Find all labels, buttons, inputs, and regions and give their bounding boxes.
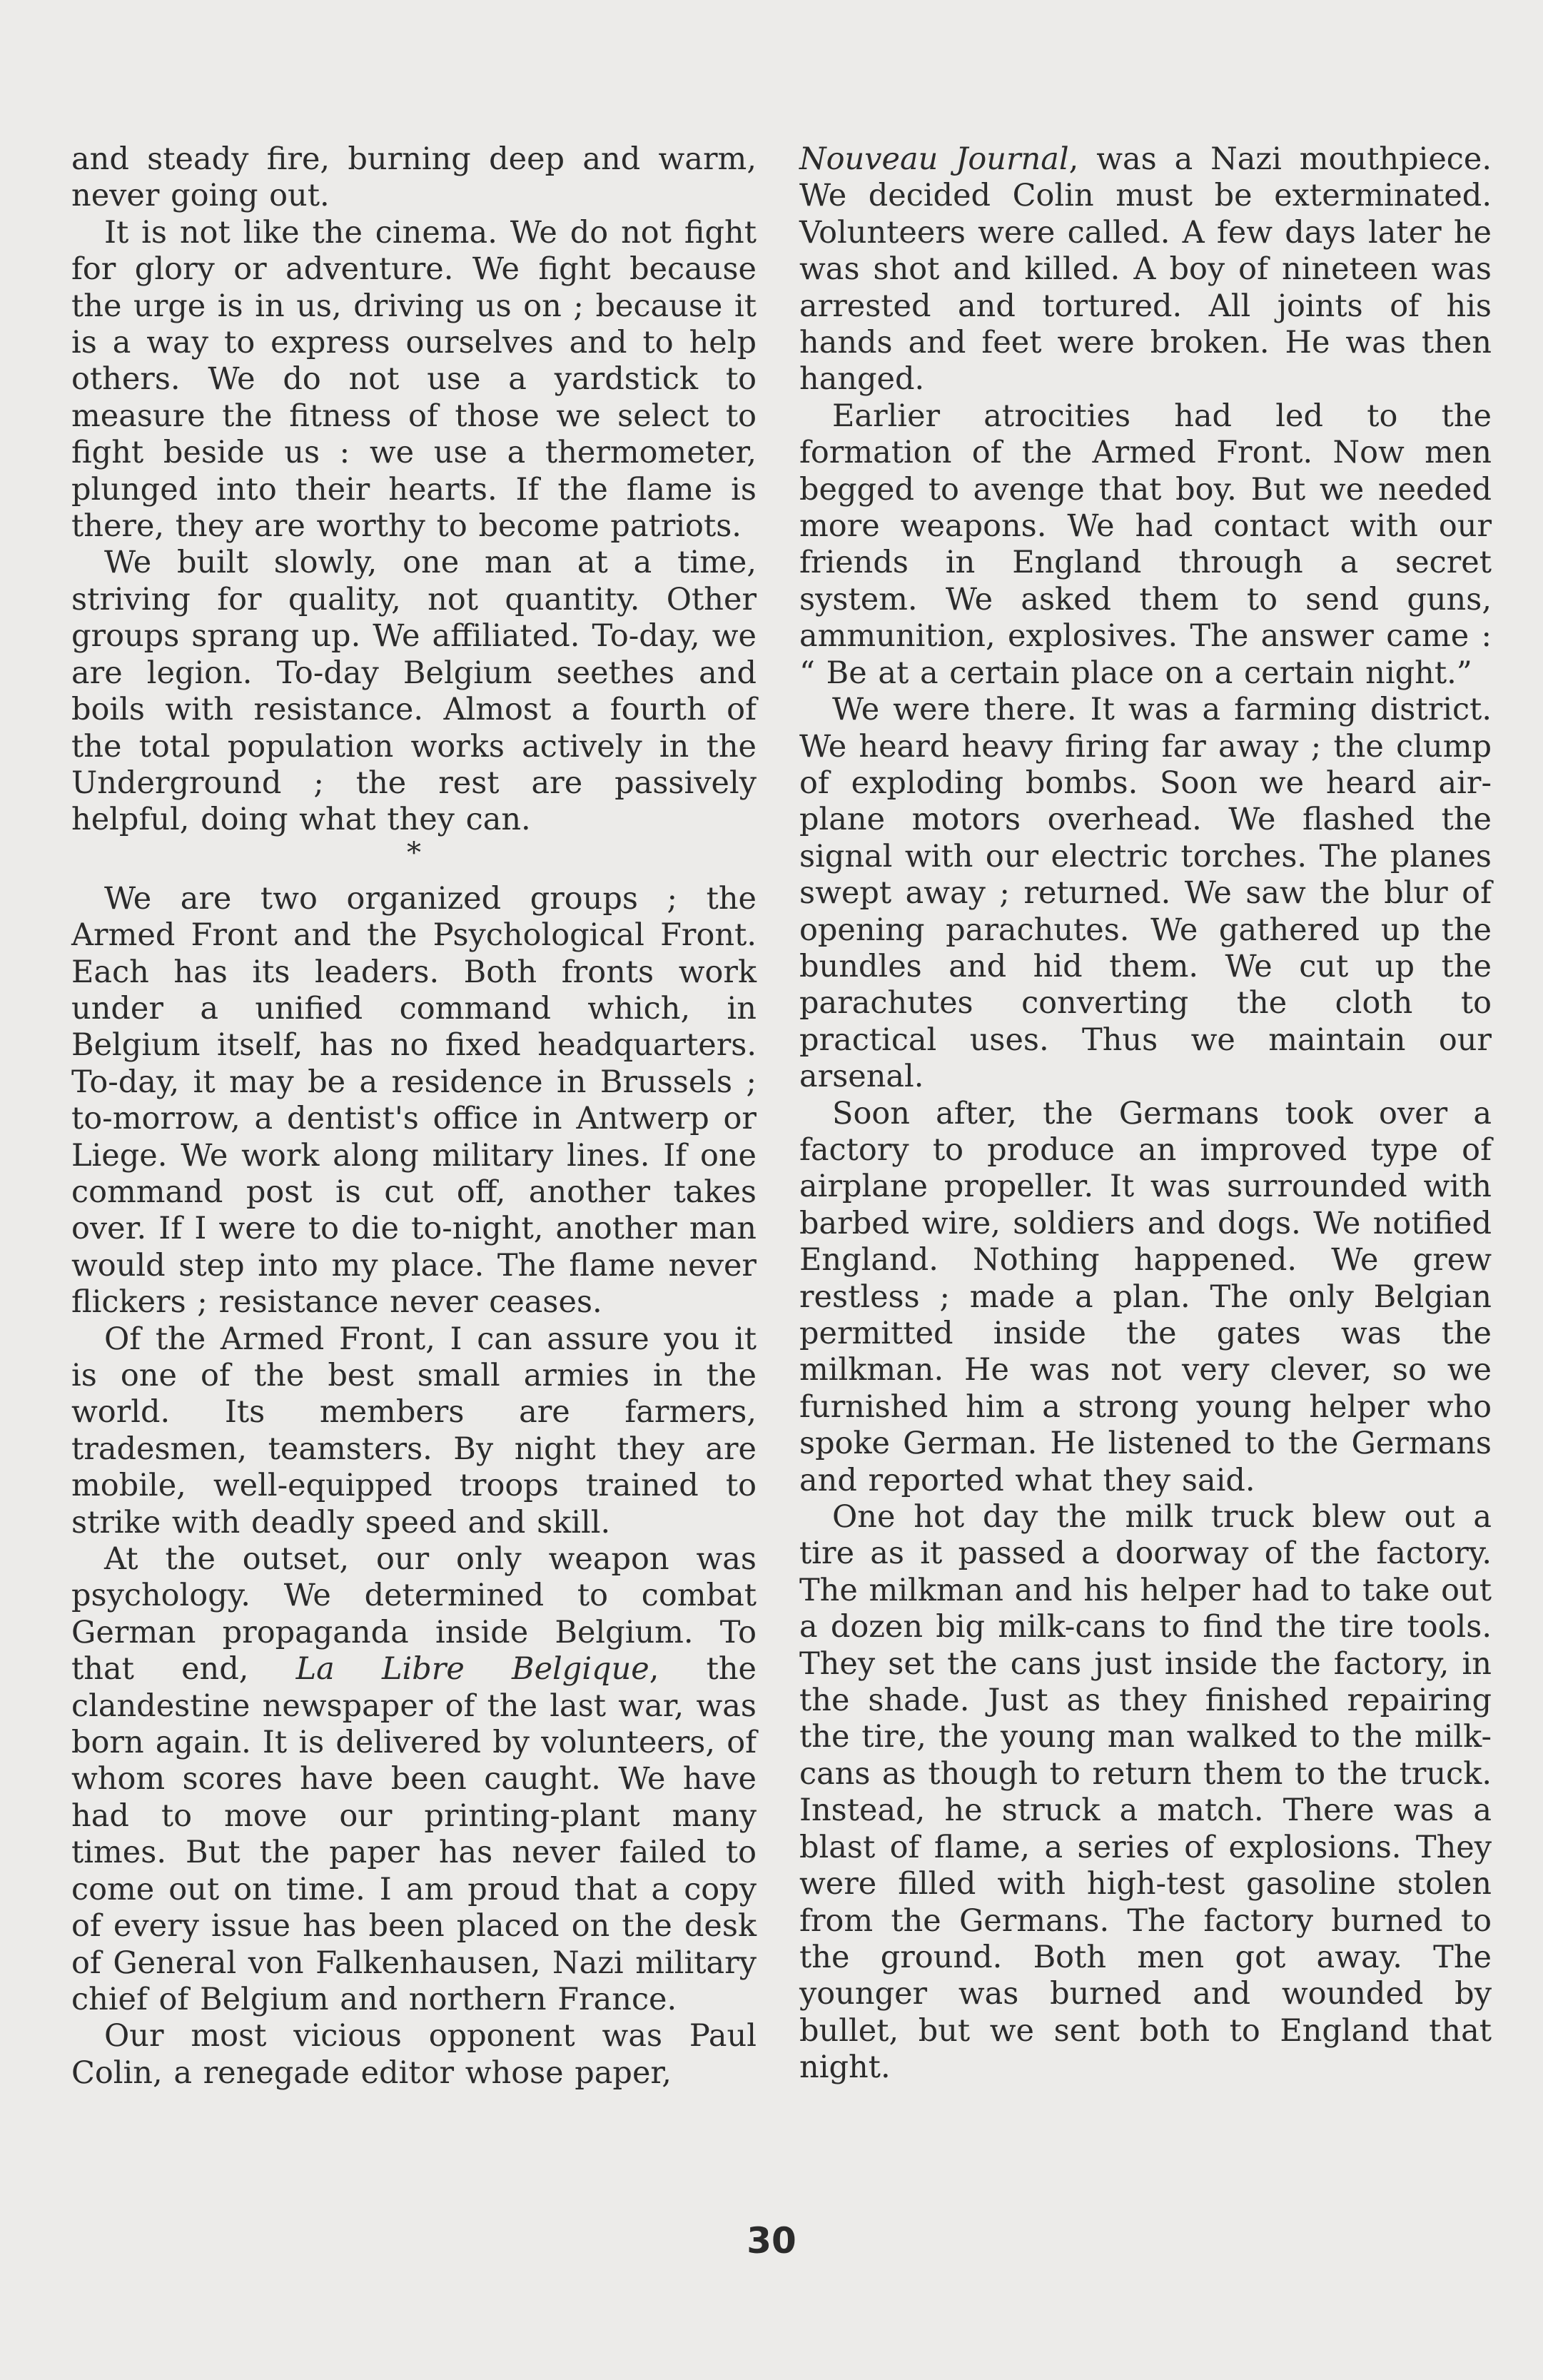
left-paragraph-2: It is not like the cinema. We do not fight for glory or adventure. We fight because the urge is in us, driving us on ; because it is a way to express ourselves and to help others. We do not use a yardstick to measure the fitness of those we select to fight beside us : we use a thermometer, plunged into their hearts. If the flame is there, they are worthy to become patriots. xyxy=(71,214,757,545)
right-column xyxy=(799,141,1492,2087)
right-paragraph-4: Soon after, the Germans took over a factory to produce an improved type of airplane propeller. It was surrounded with barbed wire, soldiers and dogs. We notified England. Nothing happened. We grew restless ; made a plan. The only Belgian permitted inside the gates was the milkman. He was not very clever, so we furnished him a strong young helper who spoke German. He listened to the Germans and reported what they said. xyxy=(799,1095,1492,1498)
page-number: 30 xyxy=(747,2220,796,2261)
left-paragraph-3: We built slowly, one man at a time, striving for quality, not quantity. Other groups sprang up. We affiliated. To-day, we are legion. To-day Belgium seethes and boils with resistance. Almost a fourth of the total population works actively in the Underground ; the rest are passively helpful, doing what they can. xyxy=(71,545,757,838)
right-paragraph-3: We were there. It was a farming district. We heard heavy firing far away ; the clump of exploding bombs. Soon we heard air-plane motors overhead. We flashed the signal with our electric torches. The planes swept away ; returned. We saw the blur of opening parachutes. We gathered up the bundles and hid them. We cut up the parachutes converting the cloth to practical uses. Thus we maintain our arsenal. xyxy=(799,692,1492,1095)
newspaper-title-la-libre-belgique: La Libre Belgique xyxy=(295,1651,649,1688)
section-separator: * xyxy=(407,836,421,869)
left-paragraph-6 xyxy=(71,1541,757,2018)
right-paragraph-1-rest: , was a Nazi mouthpiece. We decided Colin must be exterminated. Volunteers were called. A few days later he was shot and killed. A boy of nineteen was arrested and tortured. All joints of his hands and feet were broken. He was then hanged. xyxy=(799,141,1492,398)
left-paragraph-1: and steady fire, burning deep and warm, never going out. xyxy=(71,141,757,214)
left-column xyxy=(71,141,757,2092)
left-paragraph-4: We are two organized groups ; the Armed Front and the Psychological Front. Each has its leaders. Both fronts work under a unified command which, in Belgium itself, has no fixed headquarters. To-day, it may be a residence in Brussels ; to-morrow, a dentist's office in Antwerp or Liege. We work along military lines. If one command post is cut off, another takes over. If I were to die to-night, another man would step into my place. The flame never flickers ; resistance never ceases. xyxy=(71,880,757,1321)
newspaper-title-nouveau-journal: Nouveau Journal xyxy=(799,141,1069,177)
left-paragraph-6-end: , the clandestine newspaper of the last war, was born again. It is delivered by volunteers, of whom scores have been caught. We have had to move our printing-plant many times. But the paper has never failed to come out on time. I am proud that a copy of every issue has been placed on the desk of General von Falkenhausen, Nazi military chief of Belgium and northern France. xyxy=(71,1651,757,2017)
right-paragraph-1 xyxy=(799,141,1492,398)
left-paragraph-7: Our most vicious opponent was Paul Colin, a renegade editor whose paper, xyxy=(71,2018,757,2091)
left-paragraph-6-start: At the outset, our only weapon was psychology. We determined to combat German propaganda inside Belgium. To that end, xyxy=(71,1541,757,1688)
right-paragraph-2: Earlier atrocities had led to the formation of the Armed Front. Now men begged to avenge that boy. But we needed more weapons. We had contact with our friends in England through a secret system. We asked them to send guns, ammunition, explosives. The answer came : “ Be at a certain place on a certain night.” xyxy=(799,398,1492,691)
right-paragraph-5: One hot day the milk truck blew out a tire as it passed a doorway of the factory. The milkman and his helper had to take out a dozen big milk-cans to find the tire tools. They set the cans just inside the factory, in the shade. Just as they finished repairing the tire, the young man walked to the milk-cans as though to return them to the truck. Instead, he struck a match. There was a blast of flame, a series of explosions. They were filled with high-test gasoline stolen from the Germans. The factory burned to the ground. Both men got away. The younger was burned and wounded by bullet, but we sent both to England that night. xyxy=(799,1499,1492,2086)
left-paragraph-5: Of the Armed Front, I can assure you it is one of the best small armies in the world. Its members are farmers, tradesmen, teamsters. By night they are mobile, well-equipped troops trained to strike with deadly speed and skill. xyxy=(71,1321,757,1541)
